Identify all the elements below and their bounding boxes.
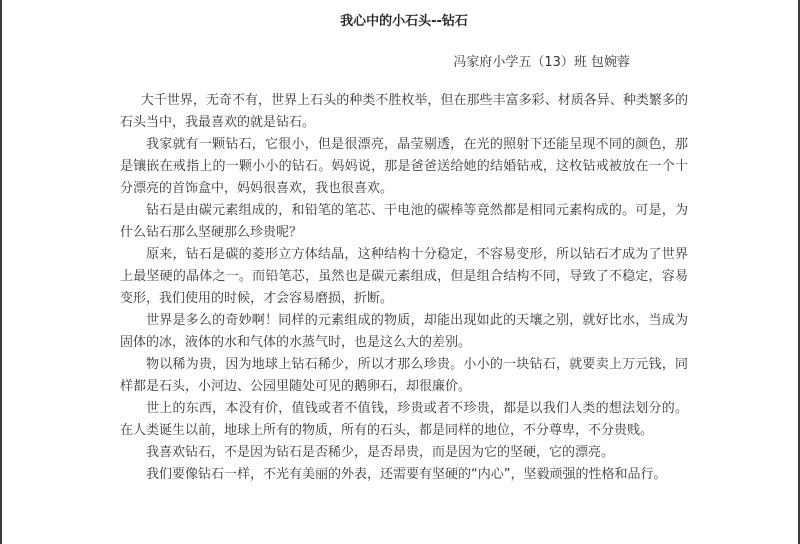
- paragraph-7: 世上的东西，本没有价，值钱或者不值钱，珍贵或者不珍贵，都是以我们人类的想法划分的。在人类诞生以前，地球上所有的物质，所有的石头，都是同样的地位，不分尊卑，不分贵贱。: [120, 401, 688, 438]
- paragraph-2: 我家就有一颗钻石，它很小，但是很漂亮，晶莹剔透，在光的照射下还能呈现不同的颜色，那是镶嵌在戒指上的一颗小小的钻石。妈妈说，那是爸爸送给她的结婚钻戒，这枚钻戒被放在一个十分漂亮的首饰盒中，妈妈很喜欢，我也很喜欢。: [120, 137, 688, 196]
- paragraph-3: 钻石是由碳元素组成的，和铅笔的笔芯、干电池的碳棒等竟然都是相同元素构成的。可是，为什么钻石那么坚硬那么珍贵呢？: [120, 203, 688, 240]
- paragraph-4: 原来，钻石是碳的菱形立方体结晶，这种结构十分稳定，不容易变形，所以钻石才成为了世界上最坚硬的晶体之一。而铅笔芯，虽然也是碳元素组成，但是组合结构不同，导致了不稳定，容易变形，我们使用的时候，才会容易磨损，折断。: [120, 247, 688, 306]
- left-window-border: [0, 0, 2, 544]
- paragraph-1: 大千世界，无奇不有，世界上石头的种类不胜枚举，但在那些丰富多彩、材质各异、种类繁多的石头当中，我最喜欢的就是钻石。: [120, 93, 688, 130]
- paragraph-5: 世界是多么的奇妙啊！同样的元素组成的物质，却能出现如此的天壤之别，就好比水，当成为固体的冰，液体的水和气体的水蒸气时，也是这么大的差别。: [120, 313, 688, 350]
- article-title: 我心中的小石头--钻石: [340, 14, 468, 29]
- paragraph-9: 我们要像钻石一样，不光有美丽的外表，还需要有坚硬的“内心”，坚毅顽强的性格和品行。: [146, 467, 667, 482]
- article-author: 冯家府小学五（13）班 包婉蓉: [453, 55, 630, 70]
- paragraph-8: 我喜欢钻石，不是因为钻石是否稀少，是否昂贵，而是因为它的坚硬，它的漂亮。: [146, 445, 615, 460]
- article: [120, 12, 688, 486]
- paragraph-6: 物以稀为贵，因为地球上钻石稀少，所以才那么珍贵。小小的一块钻石，就要卖上万元钱，同样都是石头，小河边、公园里随处可见的鹅卵石，却很廉价。: [120, 357, 688, 394]
